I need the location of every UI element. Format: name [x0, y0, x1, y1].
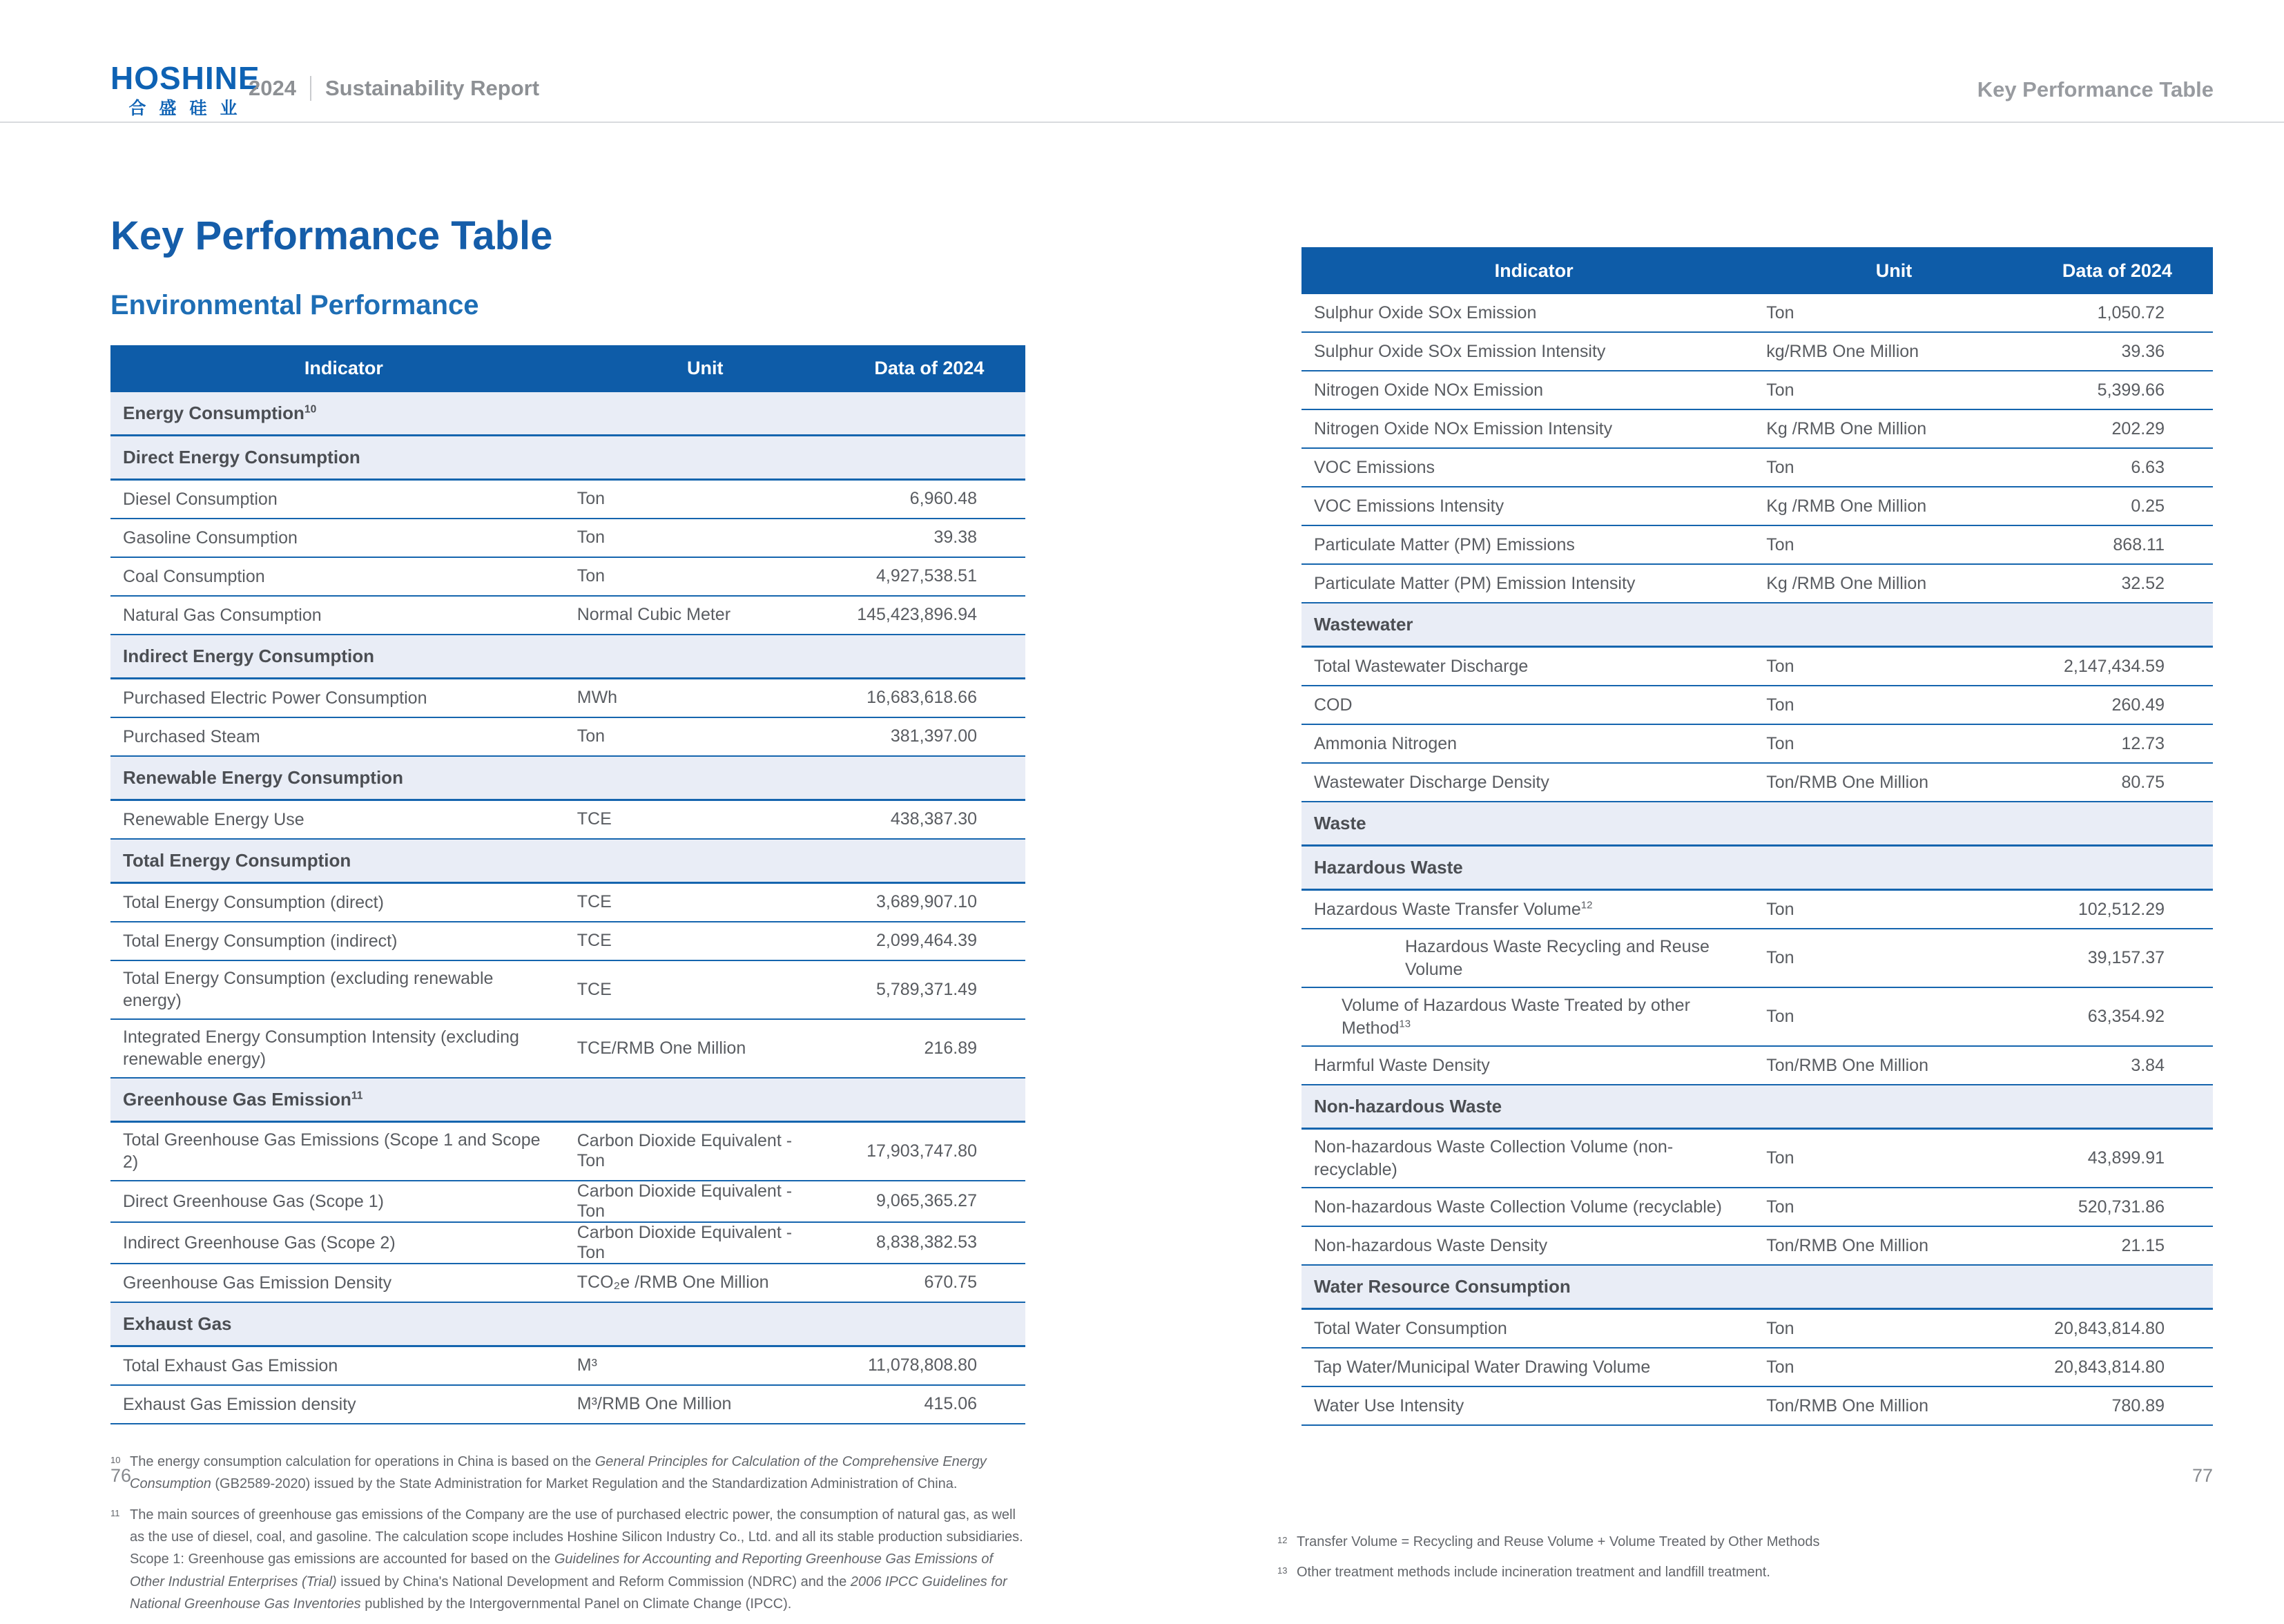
value-cell: 670.75 [924, 1273, 977, 1293]
left-page-column [110, 0, 1025, 1624]
table-row [1301, 1047, 2213, 1085]
section-label [1301, 850, 2213, 885]
unit-cell: kg/RMB One Million [1766, 341, 1919, 361]
footnote-text [1297, 1561, 2213, 1583]
value-cell: 520,731.86 [2078, 1197, 2165, 1217]
indicator-cell [1301, 373, 1766, 408]
indicator-cell [110, 1266, 577, 1301]
indicator-cell [1301, 1228, 1766, 1264]
value-cell: 202.29 [2111, 418, 2165, 438]
indicator-cell [110, 681, 577, 716]
row-label: Greenhouse Gas Emission Density [123, 1273, 392, 1293]
row-label: Volume of Hazardous Waste Treated by other Method [1342, 996, 1690, 1038]
row-label: Wastewater [1314, 614, 1413, 635]
value-cell: 3.84 [2131, 1055, 2165, 1075]
indicator-cell [1301, 1389, 1766, 1424]
table-row [1301, 333, 2213, 371]
indicator-cell [110, 1184, 577, 1219]
unit-cell: TCE [577, 931, 612, 951]
row-label: Purchased Electric Power Consumption [123, 688, 427, 708]
row-label: Sulphur Oxide SOx Emission [1314, 302, 1537, 322]
row-label: Water Use Intensity [1314, 1395, 1464, 1415]
unit-cell: Ton [1766, 1318, 1794, 1338]
left-footnotes [110, 1451, 1025, 1616]
table-row [1301, 294, 2213, 333]
unit-cell: Ton [1766, 695, 1794, 715]
section-row [110, 757, 1025, 801]
indicator-cell [1301, 1350, 1766, 1385]
value-cell: 415.06 [924, 1394, 977, 1414]
table-row [110, 1181, 1025, 1223]
section-label [1301, 607, 2213, 642]
section-label [110, 440, 1025, 475]
value-cell: 16,683,618.66 [867, 688, 977, 708]
unit-cell: Ton [1766, 1357, 1794, 1377]
row-label: Wastewater Discharge Density [1314, 772, 1549, 792]
footnote-text [130, 1451, 1025, 1496]
table-row [1301, 686, 2213, 725]
indicator-cell [1301, 334, 1766, 369]
value-cell: 9,065,365.27 [876, 1191, 977, 1211]
right-footnotes [1277, 1531, 2213, 1584]
row-label: Waste [1314, 813, 1366, 833]
column-header-data-of-2024: Data of 2024 [874, 358, 985, 379]
row-label: Total Energy Consumption (direct) [123, 892, 384, 912]
indicator-cell [1301, 726, 1766, 762]
indicator-cell [1301, 1130, 1766, 1187]
value-cell: 39,157.37 [2087, 948, 2165, 967]
table-row [110, 1264, 1025, 1303]
unit-cell: TCE [577, 809, 612, 829]
unit-cell: TCE/RMB One Million [577, 1038, 746, 1058]
row-label: Exhaust Gas Emission density [123, 1394, 356, 1414]
value-cell: 2,147,434.59 [2064, 656, 2165, 676]
value-cell: 868.11 [2113, 534, 2165, 554]
row-label: Diesel Consumption [123, 489, 278, 509]
section-row [1301, 603, 2213, 648]
table-row [1301, 1348, 2213, 1387]
value-cell: 43,899.91 [2087, 1148, 2165, 1168]
row-label: Hazardous Waste [1314, 857, 1463, 878]
indicator-cell [1301, 929, 1766, 987]
indicator-cell [1301, 988, 1766, 1045]
section-label [110, 1306, 1025, 1342]
row-label: Non-hazardous Waste Collection Volume (non-recyclable) [1314, 1137, 1674, 1179]
environmental-performance-table-left [110, 345, 1025, 1424]
unit-cell: Ton [1766, 1007, 1794, 1026]
table-row [1301, 1188, 2213, 1227]
value-cell: 20,843,814.80 [2054, 1357, 2165, 1377]
value-cell: 80.75 [2121, 772, 2165, 792]
indicator-cell [1301, 892, 1766, 927]
table-header-row [1301, 247, 2213, 294]
footnote-marker: 13 [1277, 1565, 1288, 1576]
value-cell: 102,512.29 [2078, 899, 2165, 919]
table-row [1301, 648, 2213, 686]
table-row [1301, 410, 2213, 449]
banner-year: 2024 [249, 76, 296, 100]
row-label: Non-hazardous Waste Collection Volume (recyclable) [1314, 1197, 1723, 1217]
value-cell: 39.38 [933, 528, 977, 548]
row-label: Non-hazardous Waste [1314, 1096, 1502, 1116]
footnote-segment: published by the Intergovernmental Panel on Climate Change (IPCC). [360, 1596, 792, 1612]
table-row [110, 679, 1025, 718]
unit-cell: Ton/RMB One Million [1766, 1235, 1928, 1255]
unit-cell: Ton [1766, 733, 1794, 753]
row-label: Greenhouse Gas Emission [123, 1088, 351, 1110]
value-cell: 6.63 [2131, 457, 2165, 477]
footnote-cited-title: General Principles for Calculation of the Comprehensive Energy Consumption [130, 1453, 987, 1492]
logo-chinese-characters: 合盛硅业 [128, 99, 251, 119]
indicator-cell [110, 719, 577, 755]
column-header-unit: Unit [1875, 260, 1913, 281]
value-cell: 780.89 [2111, 1395, 2165, 1415]
unit-cell: Kg /RMB One Million [1766, 418, 1927, 438]
indicator-cell [110, 1387, 577, 1422]
row-label: Renewable Energy Consumption [123, 766, 403, 788]
value-cell: 5,399.66 [2097, 380, 2165, 400]
footnote-reference: 13 [1399, 1018, 1411, 1030]
indicator-cell [110, 961, 577, 1018]
table-row [1301, 764, 2213, 802]
section-row [110, 436, 1025, 481]
section-label [110, 843, 1025, 878]
indicator-cell [1301, 1048, 1766, 1083]
value-cell: 438,387.30 [890, 809, 977, 829]
row-label: Total Wastewater Discharge [1314, 656, 1529, 676]
table-row [110, 481, 1025, 519]
indicator-cell [1301, 450, 1766, 485]
indicator-cell [1301, 489, 1766, 524]
row-label: Water Resource Consumption [1314, 1276, 1571, 1297]
indicator-cell [110, 521, 577, 556]
row-label: Renewable Energy Use [123, 809, 304, 829]
table-row [110, 519, 1025, 558]
table-row [1301, 929, 2213, 988]
table-row [1301, 988, 2213, 1047]
unit-cell: Kg /RMB One Million [1766, 573, 1927, 593]
footnote-segment: Transfer Volume = Recycling and Reuse Volume + Volume Treated by Other Methods [1297, 1534, 1820, 1549]
table-row [110, 961, 1025, 1020]
value-cell: 6,960.48 [909, 489, 977, 509]
row-label: Indirect Energy Consumption [123, 645, 375, 666]
row-label: Total Energy Consumption (excluding renewable energy) [123, 968, 494, 1011]
footnote [1277, 1561, 2213, 1583]
row-label: Indirect Greenhouse Gas (Scope 2) [123, 1232, 396, 1253]
table-row [1301, 487, 2213, 526]
indicator-cell [110, 598, 577, 633]
indicator-cell [1301, 296, 1766, 331]
section-row [110, 635, 1025, 679]
table-row [1301, 1227, 2213, 1266]
row-label: VOC Emissions Intensity [1314, 496, 1504, 516]
table-row [1301, 1130, 2213, 1188]
footnote-cited-title: 2006 IPCC Guidelines for National Greenhouse Gas Inventories [130, 1574, 1007, 1612]
value-cell: 21.15 [2121, 1235, 2165, 1255]
indicator-cell [110, 1020, 577, 1077]
row-label: Energy Consumption [123, 402, 304, 423]
table-row [1301, 565, 2213, 603]
footnote-marker: 10 [110, 1454, 121, 1465]
row-label: Particulate Matter (PM) Emission Intensity [1314, 573, 1636, 593]
unit-cell: Ton [577, 726, 606, 746]
row-label: Ammonia Nitrogen [1314, 733, 1458, 753]
indicator-cell [110, 1348, 577, 1384]
section-label [1301, 1089, 2213, 1124]
row-label: Hazardous Waste Recycling and Reuse Volume [1405, 937, 1710, 979]
section-label [110, 760, 1025, 795]
table-row [1301, 449, 2213, 487]
row-label: Purchased Steam [123, 726, 260, 746]
indicator-cell [1301, 566, 1766, 601]
indicator-cell [110, 1123, 577, 1180]
section-row [1301, 847, 2213, 891]
value-cell: 2,099,464.39 [876, 931, 977, 951]
unit-cell: TCO₂e /RMB One Million [577, 1273, 769, 1293]
table-row [110, 718, 1025, 757]
unit-cell: Ton [1766, 534, 1794, 554]
unit-cell: Ton/RMB One Million [1766, 1055, 1928, 1075]
value-cell: 12.73 [2121, 733, 2165, 753]
value-cell: 216.89 [924, 1038, 977, 1058]
section-label [110, 1082, 1025, 1117]
table-row [1301, 1310, 2213, 1348]
footnote-reference: 10 [304, 403, 317, 416]
unit-cell: Ton/RMB One Million [1766, 772, 1928, 792]
row-label: Total Greenhouse Gas Emissions (Scope 1 and Scope 2) [123, 1130, 541, 1172]
unit-cell: Ton [577, 528, 606, 548]
footnote [110, 1504, 1025, 1616]
section-row [110, 392, 1025, 436]
table-row [1301, 371, 2213, 410]
value-cell: 0.25 [2131, 496, 2165, 516]
table-header-row [110, 345, 1025, 392]
section-label [1301, 1269, 2213, 1304]
row-label: Nitrogen Oxide NOx Emission [1314, 380, 1544, 400]
row-label: Harmful Waste Density [1314, 1055, 1490, 1075]
footnote-reference: 11 [351, 1090, 363, 1102]
row-label: Non-hazardous Waste Density [1314, 1235, 1548, 1255]
indicator-cell [1301, 412, 1766, 447]
footnote-segment: Other treatment methods include incineration treatment and landfill treatment. [1297, 1565, 1770, 1580]
unit-cell: TCE [577, 979, 612, 999]
unit-cell: Kg /RMB One Million [1766, 496, 1927, 516]
table-row [1301, 526, 2213, 565]
indicator-cell [1301, 649, 1766, 684]
page-number-right: 77 [2191, 1465, 2213, 1486]
unit-cell: Carbon Dioxide Equivalent - Ton [577, 1222, 793, 1262]
row-label: Natural Gas Consumption [123, 605, 322, 625]
indicator-cell [1301, 765, 1766, 800]
footnote-segment: The energy consumption calculation for operations in China is based on the [130, 1453, 595, 1469]
unit-cell: Ton [1766, 457, 1794, 477]
unit-cell: Ton/RMB One Million [1766, 1395, 1928, 1415]
unit-cell: Ton [1766, 899, 1794, 919]
value-cell: 39.36 [2121, 341, 2165, 361]
column-header-unit: Unit [687, 358, 724, 379]
footnote-segment: issued by China's National Development and Reform Commission (NDRC) and the [336, 1574, 851, 1589]
unit-cell: Normal Cubic Meter [577, 605, 731, 625]
logo-wordmark: HOSHINE [110, 60, 260, 96]
row-label: VOC Emissions [1314, 457, 1435, 477]
table-row [110, 597, 1025, 635]
section-label [1301, 806, 2213, 841]
unit-cell: Ton [1766, 380, 1794, 400]
indicator-cell [110, 802, 577, 838]
column-header-indicator: Indicator [1494, 260, 1574, 281]
value-cell: 11,078,808.80 [867, 1355, 977, 1375]
unit-cell: TCE [577, 892, 612, 912]
value-cell: 20,843,814.80 [2054, 1318, 2165, 1338]
indicator-cell [1301, 1190, 1766, 1225]
footnote-segment: The main sources of greenhouse gas emissions of the Company are the use of purchased electric power, the consumption of natural gas, as well as the use of diesel, coal, and gasoline. The calculation scope includes Hoshine Silicon Industry Co., Ltd. and all its stable production subsidiaries. Scope 1: Greenhouse gas emissions are accounted for based on the [130, 1507, 1023, 1567]
indicator-cell [110, 885, 577, 920]
row-label: Sulphur Oxide SOx Emission Intensity [1314, 341, 1606, 361]
section-label [110, 639, 1025, 674]
page-title: Key Performance Table [110, 213, 553, 258]
table-row [110, 922, 1025, 961]
row-label: Tap Water/Municipal Water Drawing Volume [1314, 1357, 1651, 1377]
row-label: Integrated Energy Consumption Intensity (excluding renewable energy) [123, 1027, 519, 1070]
row-label: Particulate Matter (PM) Emissions [1314, 534, 1575, 554]
value-cell: 260.49 [2111, 695, 2165, 715]
indicator-cell [110, 482, 577, 517]
indicator-cell [110, 559, 577, 594]
indicator-cell [1301, 688, 1766, 723]
value-cell: 3,689,907.10 [876, 892, 977, 912]
unit-cell: Carbon Dioxide Equivalent - Ton [577, 1181, 793, 1221]
section-row [110, 840, 1025, 884]
section-row [1301, 802, 2213, 847]
page-number-left: 76 [110, 1465, 132, 1486]
environmental-performance-table-right [1301, 247, 2213, 1426]
value-cell: 4,927,538.51 [876, 566, 977, 586]
row-label: Total Water Consumption [1314, 1318, 1507, 1338]
footnote [110, 1451, 1025, 1496]
table-row [110, 558, 1025, 597]
indicator-cell [110, 1226, 577, 1261]
row-label: Total Exhaust Gas Emission [123, 1355, 338, 1375]
table-row [110, 1386, 1025, 1424]
indicator-cell [1301, 528, 1766, 563]
row-label: Coal Consumption [123, 566, 265, 586]
unit-cell: Carbon Dioxide Equivalent - Ton [577, 1131, 793, 1171]
value-cell: 381,397.00 [890, 726, 977, 746]
value-cell: 8,838,382.53 [876, 1232, 977, 1253]
table-row [1301, 725, 2213, 764]
row-label: Hazardous Waste Transfer Volume [1314, 899, 1581, 919]
footnote-cited-title: Guidelines for Accounting and Reporting Greenhouse Gas Emissions of Other Industrial Enterprises (Trial) [130, 1552, 994, 1589]
section-label [110, 396, 1025, 431]
footnote-marker: 12 [1277, 1535, 1288, 1545]
row-label: COD [1314, 695, 1353, 715]
section-row [1301, 1085, 2213, 1130]
value-cell: 32.52 [2121, 573, 2165, 593]
indicator-cell [110, 924, 577, 959]
value-cell: 5,789,371.49 [876, 979, 977, 999]
banner-section-title: Key Performance Table [1977, 77, 2214, 102]
indicator-cell [1301, 1311, 1766, 1346]
footnote-text [130, 1504, 1025, 1616]
page-subtitle: Environmental Performance [110, 289, 479, 320]
row-label: Gasoline Consumption [123, 528, 298, 548]
table-row [110, 1223, 1025, 1264]
value-cell: 1,050.72 [2097, 302, 2165, 322]
unit-cell: Ton [577, 489, 606, 509]
footnote-marker: 11 [110, 1507, 120, 1518]
section-row [110, 1303, 1025, 1347]
row-label: Exhaust Gas [123, 1313, 232, 1334]
unit-cell: Ton [577, 566, 606, 586]
unit-cell: Ton [1766, 302, 1794, 322]
right-page-column [1277, 222, 2213, 1592]
unit-cell: Ton [1766, 1148, 1794, 1168]
section-row [1301, 1266, 2213, 1310]
table-row [110, 1123, 1025, 1181]
row-label: Direct Energy Consumption [123, 446, 360, 467]
table-row [1301, 891, 2213, 929]
footnote-reference: 12 [1580, 899, 1593, 911]
table-row [110, 801, 1025, 840]
banner-report-title: Sustainability Report [325, 76, 540, 100]
unit-cell: M³ [577, 1355, 597, 1375]
column-header-data-of-2024: Data of 2024 [2062, 260, 2172, 281]
row-label: Nitrogen Oxide NOx Emission Intensity [1314, 418, 1613, 438]
value-cell: 145,423,896.94 [857, 605, 977, 625]
unit-cell: Ton [1766, 1197, 1794, 1217]
table-row [110, 1020, 1025, 1079]
row-label: Total Energy Consumption [123, 849, 351, 871]
unit-cell: Ton [1766, 656, 1794, 676]
unit-cell: MWh [577, 688, 618, 708]
column-header-indicator: Indicator [304, 358, 383, 379]
footnote-segment: (GB2589-2020) issued by the State Administration for Market Regulation and the Standardization Administration of China. [211, 1476, 958, 1492]
row-label: Total Energy Consumption (indirect) [123, 931, 398, 951]
value-cell: 63,354.92 [2087, 1007, 2165, 1026]
row-label: Direct Greenhouse Gas (Scope 1) [123, 1191, 384, 1211]
table-row [110, 884, 1025, 922]
table-row [1301, 1387, 2213, 1426]
table-row [110, 1347, 1025, 1386]
section-row [110, 1079, 1025, 1123]
unit-cell: M³/RMB One Million [577, 1394, 732, 1414]
unit-cell: Ton [1766, 948, 1794, 967]
value-cell: 17,903,747.80 [867, 1141, 977, 1161]
